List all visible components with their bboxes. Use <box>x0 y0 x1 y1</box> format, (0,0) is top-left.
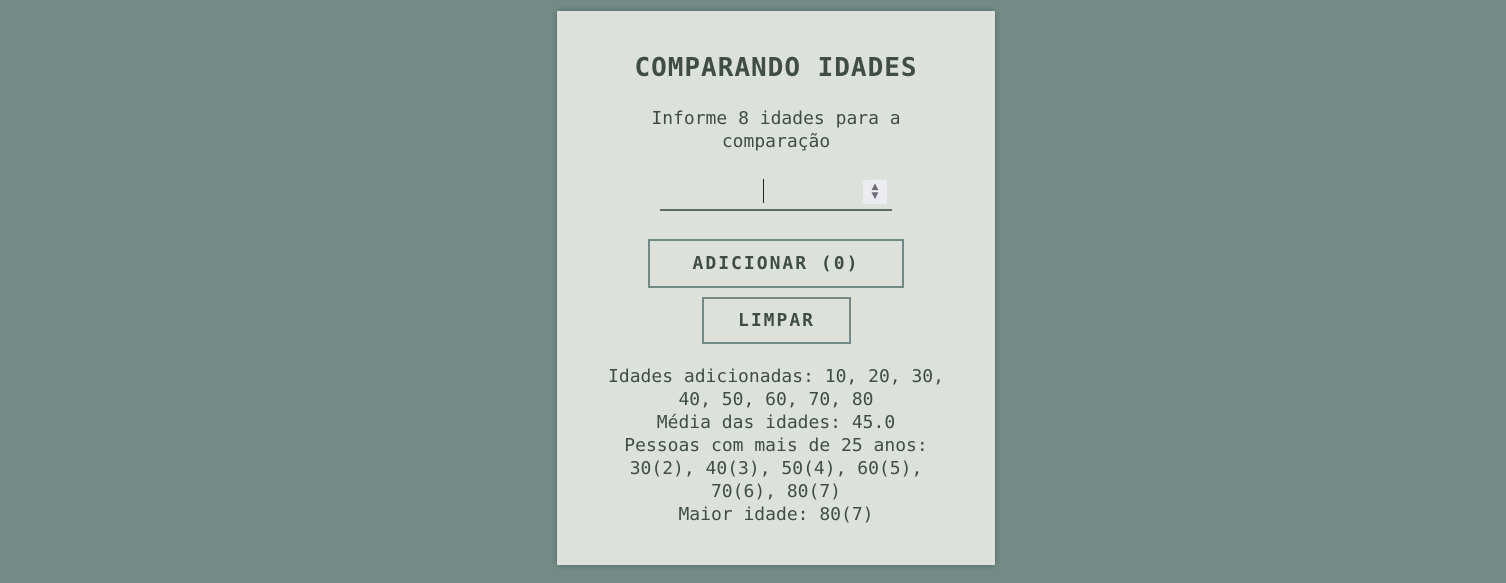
page-title: COMPARANDO IDADES <box>634 53 918 83</box>
average-age-text: Média das idades: 45.0 <box>656 412 896 433</box>
clear-button[interactable]: LIMPAR <box>702 297 851 344</box>
text-caret <box>763 179 764 203</box>
spinner-up-icon[interactable]: ▲ <box>871 182 879 192</box>
results-panel <box>597 365 955 526</box>
add-button[interactable]: ADICIONAR (0) <box>648 239 904 288</box>
instructions-text: Informe 8 idades para a comparação <box>651 108 901 152</box>
over-25-text: Pessoas com mais de 25 anos: 30(2), 40(3), 50(4), 60(5), 70(6), 80(7) <box>624 435 928 502</box>
age-input[interactable] <box>660 177 892 209</box>
spinner-arrows-icon[interactable] <box>863 180 887 204</box>
added-ages-text: Idades adicionadas: 10, 20, 30, 40, 50, 60, 70, 80 <box>608 366 944 410</box>
spinner-down-icon[interactable]: ▼ <box>871 191 879 201</box>
max-age-text: Maior idade: 80(7) <box>678 504 874 525</box>
age-input-wrapper <box>660 177 892 211</box>
age-comparison-card <box>557 11 995 565</box>
